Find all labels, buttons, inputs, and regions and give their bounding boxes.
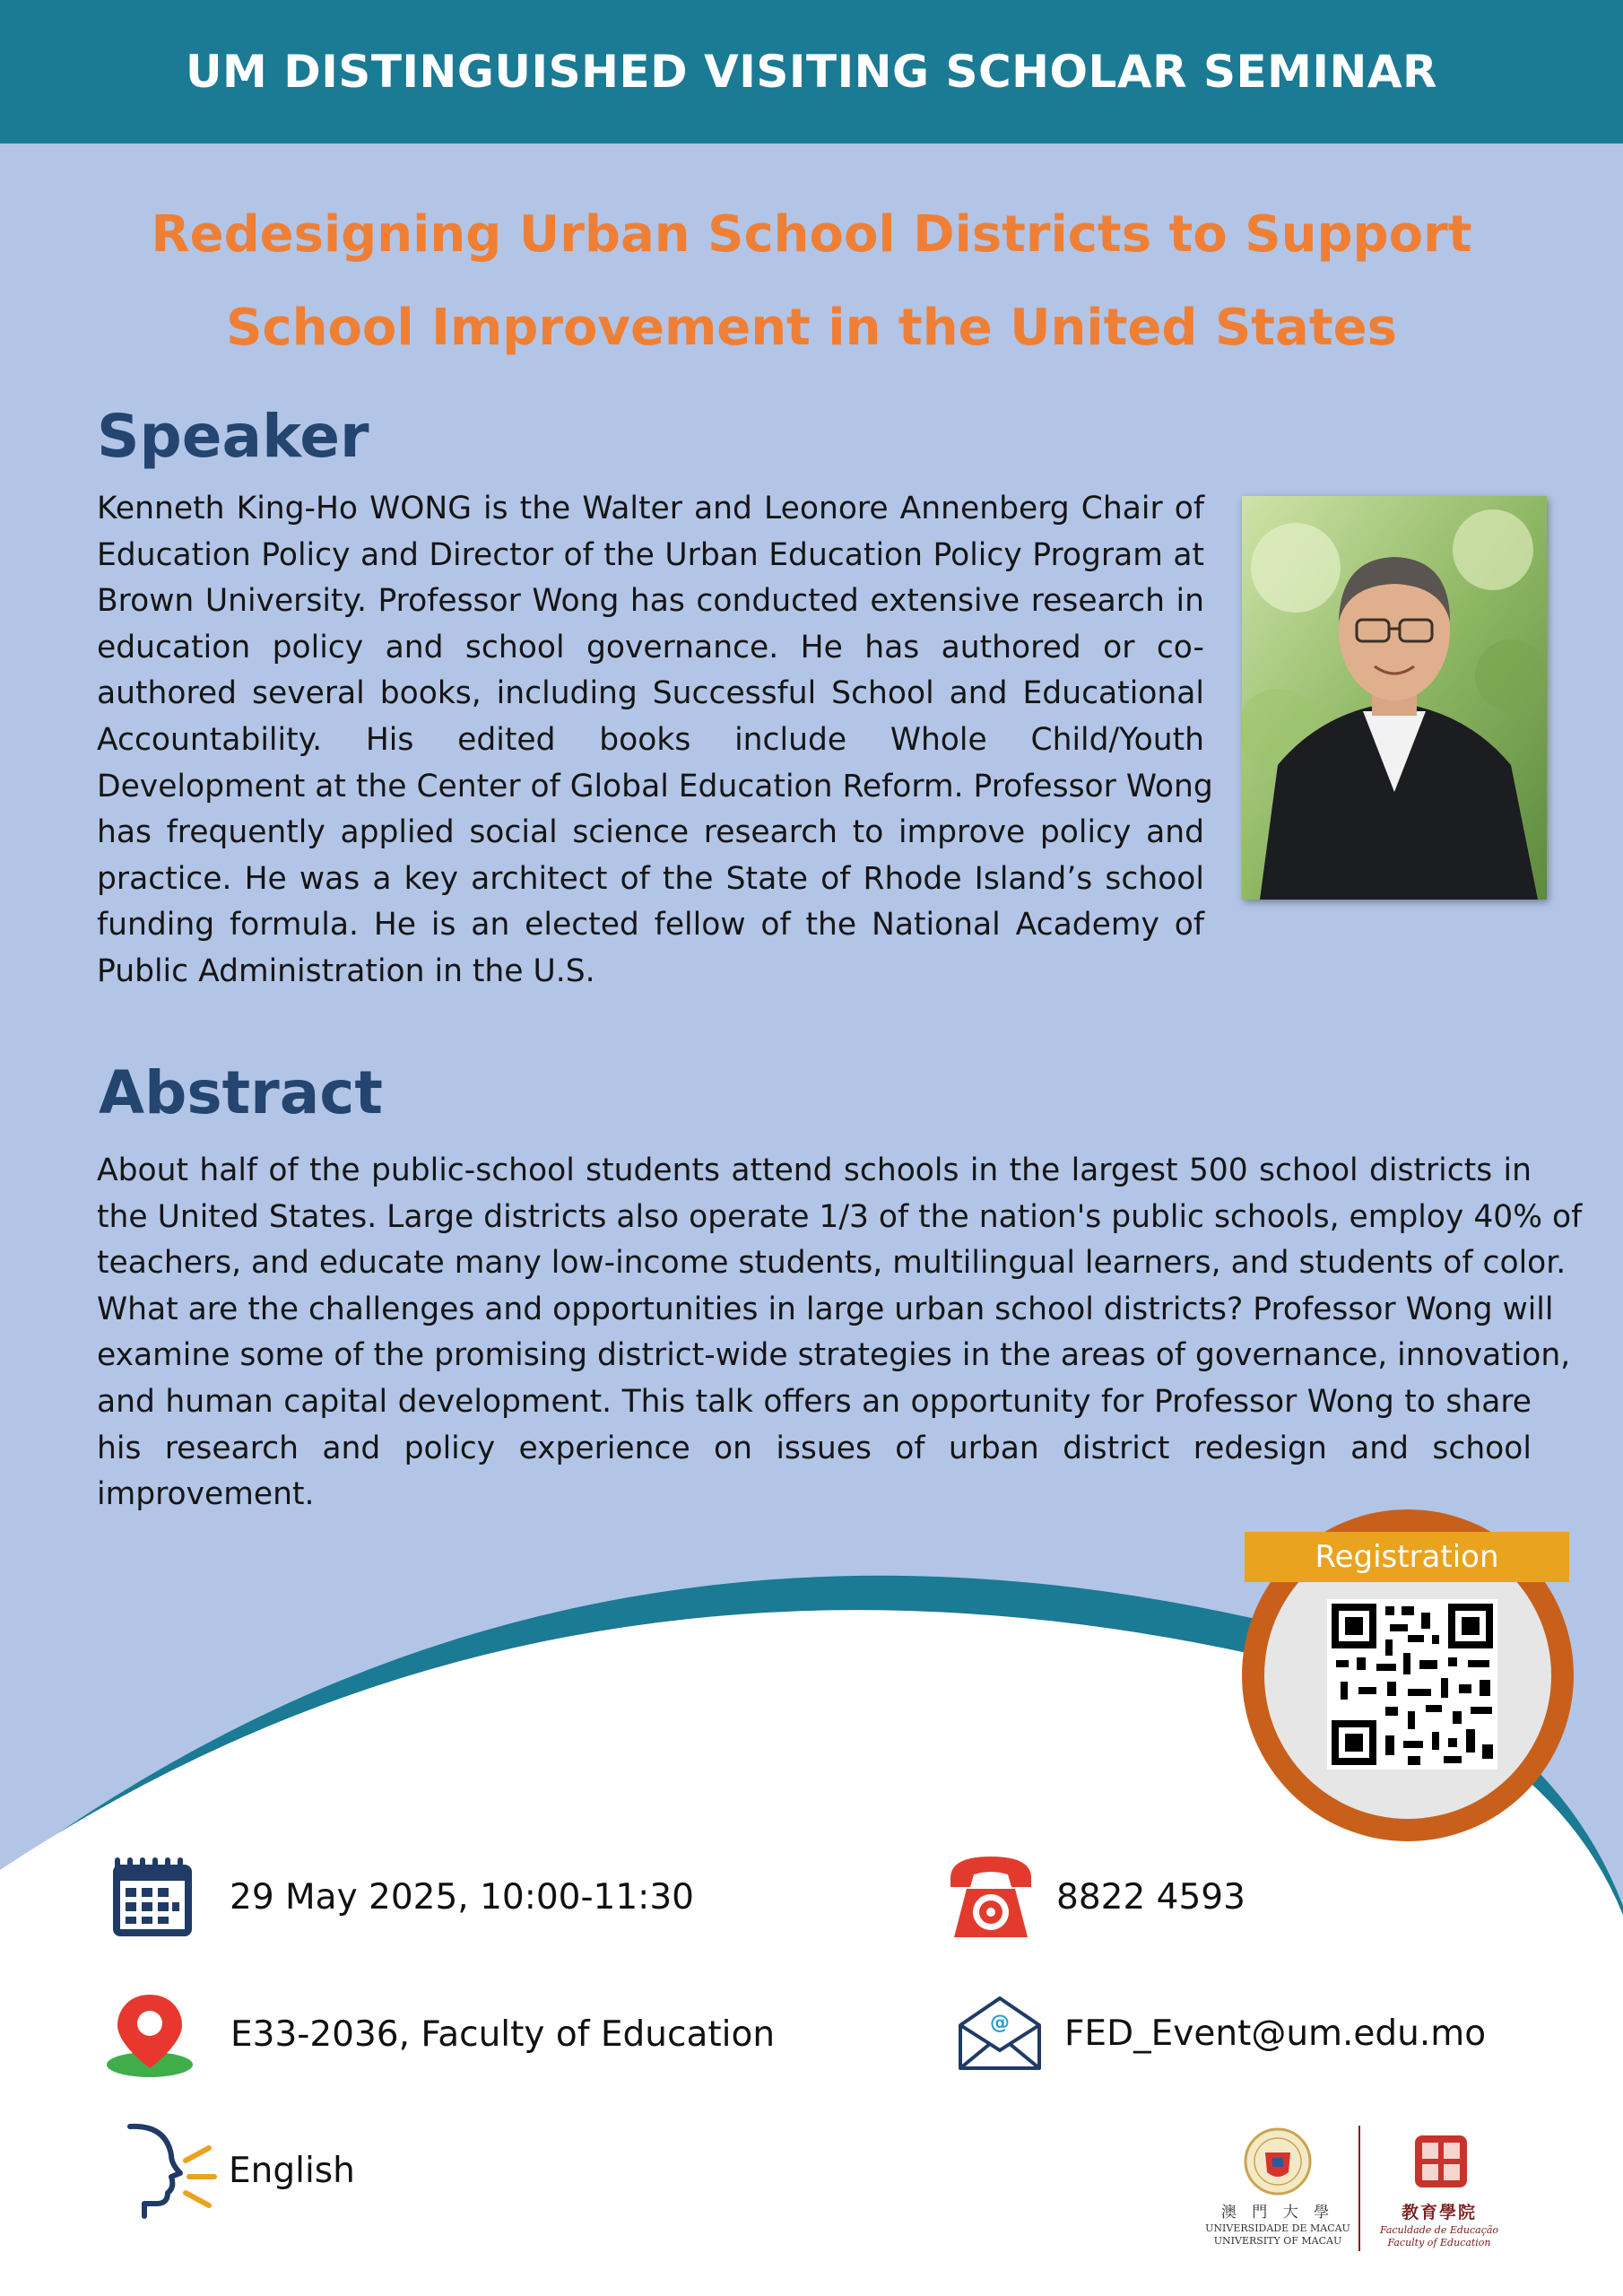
event-title-line-2: School Improvement in the United States <box>226 299 1397 357</box>
abstract-text-line: and human capital development. This talk offers an opportunity for Professor Wong to share <box>97 1383 1532 1420</box>
speaker-bio-line: Kenneth King-Ho WONG is the Walter and Leonore Annenberg Chair of <box>97 491 1204 526</box>
telephone-icon <box>942 1848 1040 1946</box>
email-envelope-icon <box>955 1993 1045 2074</box>
abstract-text-line: examine some of the promising district-wide strategies in the areas of governance, innovation, <box>97 1337 1571 1374</box>
speaker-bio-line: education policy and school governance. He has authored or co- <box>97 629 1204 665</box>
registration-label: Registration <box>1245 1532 1569 1582</box>
um-name-portuguese: UNIVERSIDADE DE MACAU <box>1205 2222 1350 2234</box>
speaker-bio-line: practice. He was a key architect of the State of Rhode Island’s school <box>97 860 1204 897</box>
event-title-line-1: Redesigning Urban School Districts to Support <box>151 205 1472 264</box>
faculty-of-education-seal-icon <box>1410 2130 1472 2193</box>
location-pin-icon <box>103 1989 202 2079</box>
contact-phone: 8822 4593 <box>1056 1876 1245 1918</box>
fed-name-english: Faculty of Education <box>1387 2237 1491 2248</box>
abstract-text-line: improvement. <box>97 1476 315 1513</box>
event-venue: E33-2036, Faculty of Education <box>230 2013 776 2055</box>
speaker-bio-line: Education Policy and Director of the Urban Education Policy Program at <box>97 536 1204 573</box>
um-name-chinese: 澳 門 大 學 <box>1220 2204 1335 2222</box>
abstract-text-line: What are the challenges and opportunities in large urban school districts? Professor Wong will <box>97 1291 1554 1327</box>
seminar-series-title: UM DISTINGUISHED VISITING SCHOLAR SEMINAR <box>185 46 1438 98</box>
venue-row <box>103 1989 775 2079</box>
speaker-bio-line: Accountability. His edited books include Whole Child/Youth <box>97 721 1204 758</box>
logo-divider <box>1358 2126 1360 2251</box>
datetime-row <box>108 1852 694 1942</box>
abstract-text-line: About half of the public-school students attend schools in the largest 500 school districts in <box>97 1152 1532 1188</box>
um-name-english: UNIVERSITY OF MACAU <box>1213 2235 1342 2247</box>
speaker-bio-line: funding formula. He is an elected fellow of the National Academy of <box>97 907 1204 944</box>
fed-name-portuguese: Faculdade de Educação <box>1379 2224 1499 2236</box>
speaker-heading: Speaker <box>97 402 369 471</box>
speaker-bio-line: Public Administration in the U.S. <box>97 952 595 989</box>
fed-name-chinese: 教育學院 <box>1401 2203 1477 2222</box>
abstract-text-line: his research and policy experience on issues of urban district redesign and school <box>97 1430 1532 1466</box>
calendar-icon <box>108 1852 197 1942</box>
contact-email[interactable]: FED_Event@um.edu.mo <box>1064 2013 1487 2054</box>
language-row <box>112 2121 355 2220</box>
abstract-text-line: teachers, and educate many low-income students, multilingual learners, and students of color. <box>97 1245 1567 1282</box>
svg-text:@: @ <box>990 2012 1010 2034</box>
event-language: English <box>229 2150 355 2191</box>
speaker-bio-line: Development at the Center of Global Education Reform. Professor Wong <box>97 768 1213 804</box>
speaker-bio-line: authored several books, including Successful School and Educational <box>97 675 1204 712</box>
phone-row <box>942 1848 1245 1946</box>
university-of-macau-crest-icon <box>1242 2126 1314 2197</box>
event-datetime: 29 May 2025, 10:00-11:30 <box>230 1876 694 1918</box>
speaker-bio-line: Brown University. Professor Wong has conducted extensive research in <box>97 583 1204 620</box>
abstract-text-line: the United States. Large districts also operate 1/3 of the nation's public schools, employ 40% of <box>97 1198 1583 1235</box>
speaker-bio-line: has frequently applied social science research to improve policy and <box>97 814 1204 851</box>
speaking-head-icon <box>112 2121 220 2220</box>
abstract-heading: Abstract <box>99 1058 383 1127</box>
email-row <box>955 1993 1486 2074</box>
